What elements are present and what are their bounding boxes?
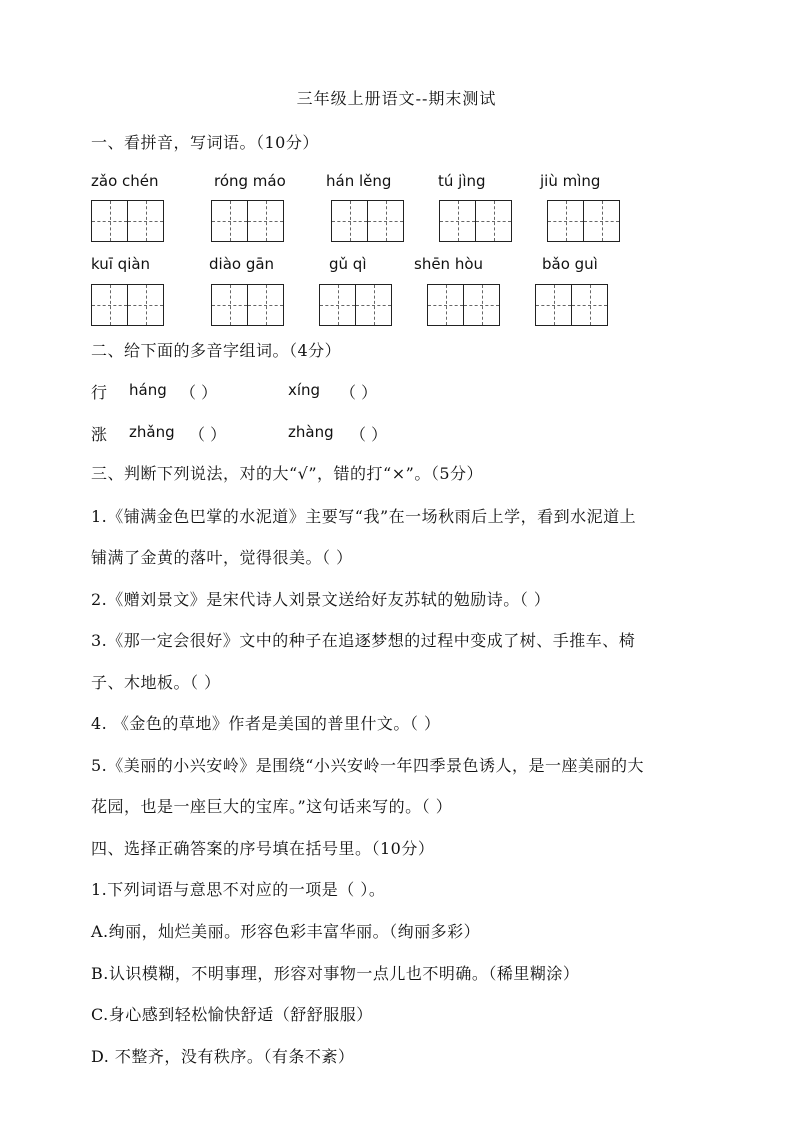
writing-grid[interactable] <box>91 284 164 326</box>
option-d: D. 不整齐，没有秩序。（有条不紊） <box>91 1047 355 1066</box>
writing-grid[interactable] <box>211 284 284 326</box>
option-a: A.绚丽，灿烂美丽。形容色彩丰富华丽。（绚丽多彩） <box>91 922 481 941</box>
page-title: 三年级上册语文--期末测试 <box>296 89 497 108</box>
pinyin-label: bǎo guì <box>542 255 598 273</box>
writing-grid[interactable] <box>547 200 620 242</box>
answer-blank[interactable]: （ ） <box>350 425 388 444</box>
answer-blank[interactable]: （ ） <box>180 383 218 402</box>
question-text: 5.《美丽的小兴安岭》是围绕“小兴安岭一年四季景色诱人，是一座美丽的大 <box>91 756 644 775</box>
answer-blank[interactable]: （ ） <box>189 425 227 444</box>
question-text: 3.《那一定会很好》文中的种子在追逐梦想的过程中变成了树、手推车、椅 <box>91 631 636 650</box>
writing-grid[interactable] <box>211 200 284 242</box>
option-b: B.认识模糊，不明事理，形容对事物一点儿也不明确。（稀里糊涂） <box>91 964 580 983</box>
question-text: 子、木地板。（ ） <box>91 673 221 692</box>
question-text: 4. 《金色的草地》作者是美国的普里什文。（ ） <box>91 714 441 733</box>
pinyin-label: zǎo chén <box>91 172 159 190</box>
writing-grid[interactable] <box>331 200 404 242</box>
writing-grid[interactable] <box>91 200 164 242</box>
section1-heading: 一、看拼音，写词语。（10分） <box>91 133 319 152</box>
polyphone-char: 涨 <box>91 425 108 444</box>
pinyin-label: shēn hòu <box>414 255 484 273</box>
polyphone-pinyin: zhǎng <box>129 423 175 441</box>
pinyin-label: diào gān <box>209 255 275 273</box>
section2-heading: 二、给下面的多音字组词。（4分） <box>91 341 342 360</box>
polyphone-char: 行 <box>91 383 108 402</box>
pinyin-label: jiù mìng <box>540 172 601 190</box>
question-text: 花园，也是一座巨大的宝库。”这句话来写的。（ ） <box>91 797 453 816</box>
section4-heading: 四、选择正确答案的序号填在括号里。（10分） <box>91 839 435 858</box>
question-text: 1.《铺满金色巴掌的水泥道》主要写“我”在一场秋雨后上学，看到水泥道上 <box>91 507 637 526</box>
answer-blank[interactable]: （ ） <box>340 383 378 402</box>
polyphone-pinyin: zhàng <box>288 423 334 441</box>
pinyin-label: hán lěng <box>326 172 392 190</box>
question-text: 2.《赠刘景文》是宋代诗人刘景文送给好友苏轼的勉励诗。（ ） <box>91 590 551 609</box>
polyphone-pinyin: xíng <box>288 381 321 399</box>
pinyin-label: gǔ qì <box>329 255 367 273</box>
question-text: 铺满了金黄的落叶，觉得很美。（ ） <box>91 548 353 567</box>
writing-grid[interactable] <box>439 200 512 242</box>
pinyin-label: kuī qiàn <box>91 255 151 273</box>
question-text: 1.下列词语与意思不对应的一项是（ ）。 <box>91 880 386 899</box>
polyphone-pinyin: háng <box>129 381 167 399</box>
pinyin-label: róng máo <box>214 172 286 190</box>
writing-grid[interactable] <box>535 284 608 326</box>
option-c: C.身心感到轻松愉快舒适（舒舒服服） <box>91 1005 373 1024</box>
writing-grid[interactable] <box>319 284 392 326</box>
writing-grid[interactable] <box>427 284 500 326</box>
pinyin-label: tú jìng <box>438 172 486 190</box>
section3-heading: 三、判断下列说法，对的大“√”，错的打“×”。（5分） <box>91 464 484 483</box>
